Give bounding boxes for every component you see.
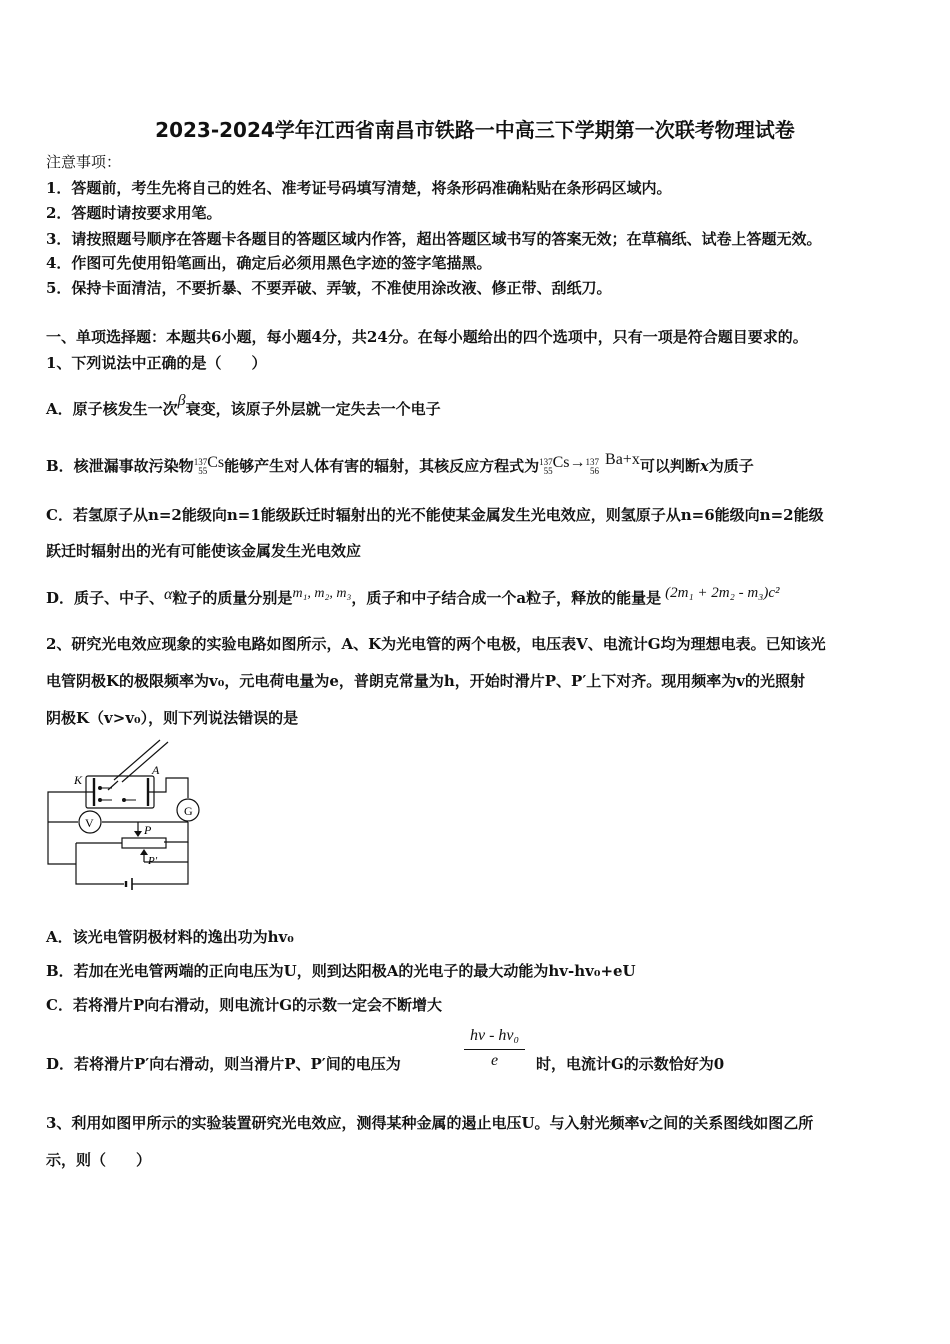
electron-dot (122, 798, 126, 802)
label-v: V (85, 816, 94, 830)
beta-symbol: β (177, 392, 186, 409)
q2-stem-line3: 阴极K（v>v₀），则下列说法错误的是 (46, 709, 299, 727)
notice-item-1: 1．答题前，考生先将自己的姓名、准考证号码填写清楚，将条形码准确粘贴在条形码区域内。 (46, 179, 672, 197)
label-p-prime: P′ (148, 855, 158, 867)
photoelectric-circuit-figure (40, 738, 210, 890)
energy-formula: (2m₁ + 2m₂ - m₃)c² (665, 585, 780, 601)
masses-expression: m₁, m₂, m₃ (292, 586, 352, 601)
q2-option-d-post: 时，电流计G的示数恰好为0 (536, 1055, 725, 1073)
q1-option-c-line2: 跃迁时辐射出的光有可能使该金属发生光电效应 (46, 542, 362, 560)
q2-option-c: C．若将滑片P向右滑动，则电流计G的示数一定会不断增大 (46, 996, 443, 1014)
slider-p2-arrow (140, 849, 148, 855)
notice-item-5: 5．保持卡面清洁，不要折暴、不要弄破、弄皱，不准使用涂改液、修正带、刮纸刀。 (46, 279, 612, 297)
notice-item-4: 4．作图可先使用铅笔画出，确定后必须用黑色字迹的签字笔描黑。 (46, 254, 492, 272)
q2-option-b: B．若加在光电管两端的正向电压为U，则到达阳极A的光电子的最大动能为hv-hv₀+eU (46, 962, 636, 980)
electron-dot (98, 798, 102, 802)
slider-p-arrow (134, 831, 142, 837)
label-a: A (152, 763, 160, 777)
notice-heading: 注意事项： (46, 153, 122, 171)
reaction-equation: 137 55 Cs→ 137 56 Ba+x (539, 451, 640, 477)
q3-stem-line1: 3、利用如图甲所示的实验装置研究光电效应，测得某种金属的遏止电压U。与入射光频率v之间的关系图线如图乙所 (46, 1114, 814, 1132)
label-p: P (144, 823, 152, 837)
q2-option-d-pre: D．若将滑片P′向右滑动，则当滑片P、P′间的电压为 (46, 1055, 401, 1073)
electron-dot (98, 786, 102, 790)
q2-stem-line1: 2、研究光电效应现象的实验电路如图所示，A、K为光电管的两个电极，电压表V、电流计G均为理想电表。已知该光 (46, 635, 826, 653)
battery-left-wire (76, 864, 124, 884)
q1-option-c-line1: C．若氢原子从n=2能级向n=1能级跃迁时辐射出的光不能使某金属发生光电效应，则氢原子从n=6能级向n=2能级 (46, 506, 824, 524)
q1-option-d: D．质子、中子、α粒子的质量分别是m₁, m₂, m₃，质子和中子结合成一个a粒子，释放的能量是 (2m₁ + 2m₂ - m₃)c² (46, 585, 780, 607)
q1-option-a: A．原子核发生一次β衰变，该原子外层就一定失去一个电子 (46, 392, 441, 418)
rheostat (122, 838, 166, 848)
phototube-tube (86, 776, 154, 808)
q1-option-b: B．核泄漏事故污染物 137 55 Cs能够产生对人体有害的辐射，其核反应方程式为 137 55 Cs→ 137 56 Ba+x可以判断x为质子 (46, 451, 754, 477)
notice-item-3: 3．请按照题号顺序在答题卡各题目的答题区域内作答，超出答题区域书写的答案无效；在草稿纸、试卷上答题无效。 (46, 230, 822, 248)
q3-stem-line2: 示，则（ ） (46, 1151, 152, 1169)
q2-option-a: A．该光电管阴极材料的逸出功为hv₀ (46, 928, 294, 946)
nuclide-cs-137: 137 55 Cs (193, 454, 225, 477)
light-beam-arrow (108, 781, 118, 790)
q2-option-d-fraction: $\frac{\text{hv - hv₀}}{e}$ (464, 1027, 525, 1070)
notice-item-2: 2．答题时请按要求用笔。 (46, 204, 222, 222)
q2-stem-line2: 电管阴极K的极限频率为v₀，元电荷电量为e，普朗克常量为h，开始时滑片P、P′上下对齐。现用频率为v的光照射 (46, 672, 806, 690)
label-k: K (74, 773, 83, 787)
page-title: 2023-2024学年江西省南昌市铁路一中高三下学期第一次联考物理试卷 (155, 118, 795, 142)
right-wire (164, 822, 188, 842)
alpha-symbol: α (164, 586, 173, 603)
section-heading: 一、单项选择题：本题共6小题，每小题4分，共24分。在每小题给出的四个选项中，只有一项是符合题目要求的。 (46, 328, 808, 346)
label-g: G (184, 804, 193, 818)
q1-stem: 1、下列说法中正确的是（ ） (46, 354, 267, 372)
